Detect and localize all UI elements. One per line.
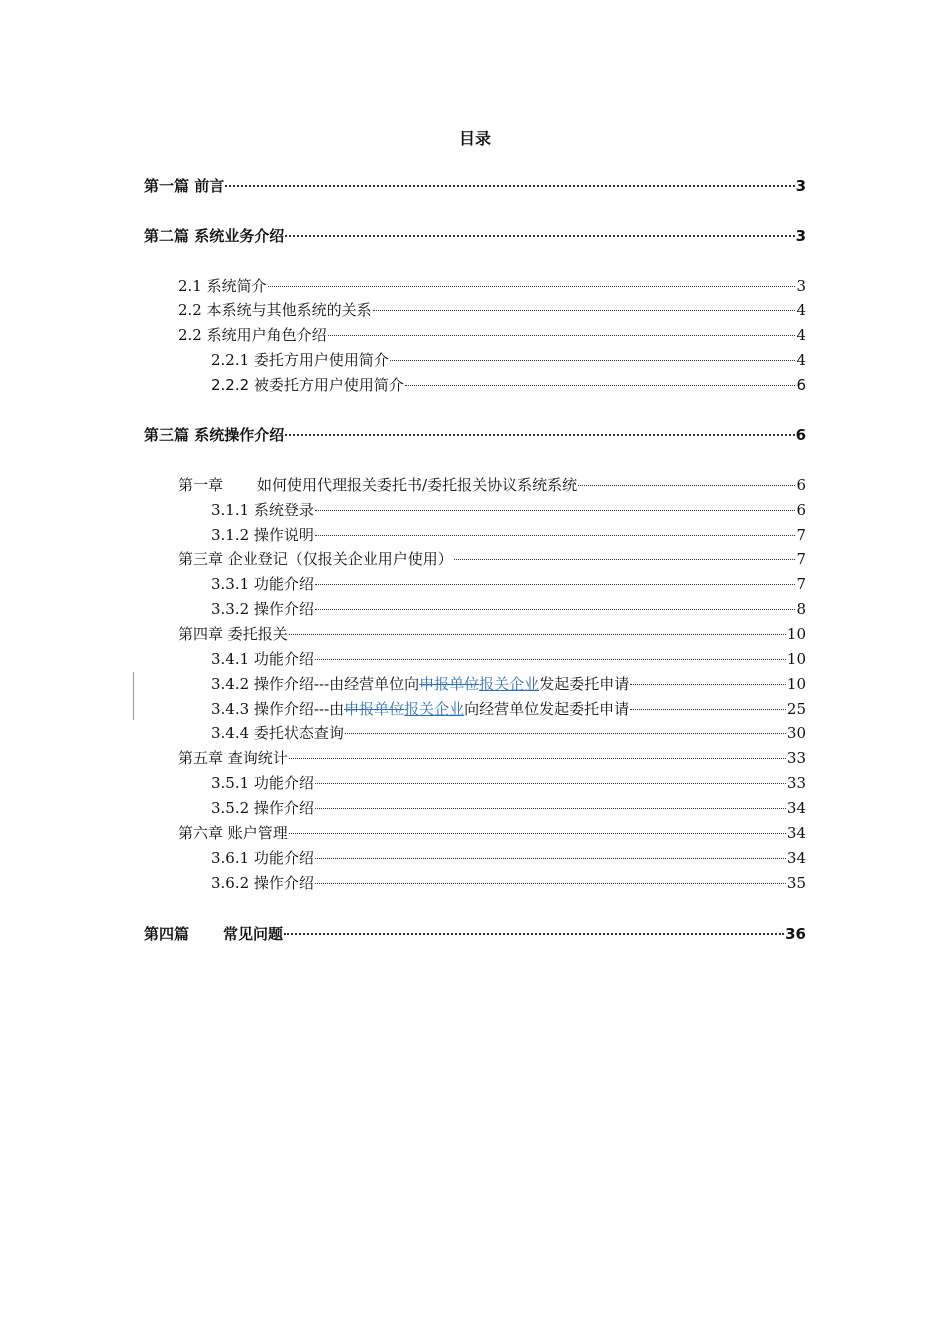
toc-entry-text: 第六章 账户管理	[178, 824, 288, 842]
toc-entry-3-3-1[interactable]	[211, 574, 806, 594]
toc-page-number: 7	[796, 526, 806, 544]
toc-entry-text	[211, 699, 629, 719]
toc-page-number: 6	[795, 426, 806, 444]
toc-entry-part-1[interactable]	[144, 176, 806, 196]
dot-leader	[315, 535, 796, 536]
toc-page-number: 3	[795, 177, 806, 195]
toc-page-number: 10	[786, 625, 806, 643]
dot-leader	[315, 609, 796, 610]
toc-entry-text: 3.6.1 功能介绍	[211, 849, 314, 867]
dot-leader	[268, 286, 796, 287]
toc-entry-2-1[interactable]	[178, 276, 806, 296]
toc-page-number: 6	[796, 376, 806, 394]
toc-entry-text: 第三篇 系统操作介绍	[144, 426, 285, 444]
toc-entry-text: 3.3.2 操作介绍	[211, 600, 314, 618]
toc-page-number: 35	[786, 874, 806, 892]
toc-entry-text: 3.5.1 功能介绍	[211, 774, 314, 792]
toc-entry-text	[178, 475, 577, 495]
toc-page-number: 4	[796, 326, 806, 344]
dot-leader	[373, 310, 796, 311]
toc-entry-3-5-2[interactable]	[211, 798, 806, 818]
toc-page-number: 34	[786, 849, 806, 867]
toc-entry-part-2[interactable]	[144, 226, 806, 246]
toc-page-number: 36	[785, 925, 806, 943]
dot-leader	[315, 808, 786, 809]
dot-leader	[315, 883, 786, 884]
toc-entry-text: 3.6.2 操作介绍	[211, 874, 314, 892]
dot-leader	[284, 933, 784, 935]
dot-leader	[285, 235, 794, 237]
toc-page-number: 8	[796, 600, 806, 618]
toc-entry-chapter-6[interactable]	[178, 823, 806, 843]
toc-entry-text: 3.4.4 委托状态查询	[211, 724, 344, 742]
toc-page-number: 7	[796, 575, 806, 593]
toc-entry-text	[211, 674, 629, 694]
entry-text-start: 3.4.3 操作介绍---由	[211, 700, 345, 718]
dot-leader	[454, 559, 796, 560]
dot-leader	[405, 385, 796, 386]
toc-entry-text: 2.2.2 被委托方用户使用简介	[211, 376, 404, 394]
toc-entry-text: 3.3.1 功能介绍	[211, 575, 314, 593]
toc-entry-chapter-4[interactable]	[178, 624, 806, 644]
dot-leader	[285, 434, 794, 436]
dot-leader	[578, 485, 795, 486]
toc-entry-text: 第四章 委托报关	[178, 625, 288, 643]
toc-entry-chapter-3[interactable]	[178, 549, 806, 569]
toc-entry-text: 2.2.1 委托方用户使用简介	[211, 351, 389, 369]
toc-entry-text: 第一篇 前言	[144, 177, 225, 195]
toc-entry-3-6-1[interactable]	[211, 848, 806, 868]
toc-entry-3-4-4[interactable]	[211, 723, 806, 743]
part-label: 第四篇	[144, 925, 190, 943]
dot-leader	[630, 709, 786, 710]
dot-leader	[289, 758, 786, 759]
toc-entry-text: 3.4.1 功能介绍	[211, 650, 314, 668]
toc-page-number: 7	[796, 550, 806, 568]
toc-page-number: 34	[786, 824, 806, 842]
toc-page-number: 34	[786, 799, 806, 817]
toc-entry-3-3-2[interactable]	[211, 599, 806, 619]
toc-entry-part-3[interactable]	[144, 425, 806, 445]
toc-page-number: 4	[796, 351, 806, 369]
toc-page-number: 3	[796, 277, 806, 295]
chapter-title: 如何使用代理报关委托书/委托报关协议系统系统	[257, 476, 578, 494]
tracked-insertion: 报关企业	[404, 700, 465, 718]
dot-leader	[315, 584, 796, 585]
toc-page-number: 10	[786, 675, 806, 693]
dot-leader	[328, 335, 796, 336]
toc-entry-text: 第三章 企业登记（仅报关企业用户使用）	[178, 550, 453, 568]
toc-entry-3-5-1[interactable]	[211, 773, 806, 793]
toc-entry-text: 第二篇 系统业务介绍	[144, 227, 285, 245]
tracked-deletion: 申报单位	[419, 675, 480, 693]
revision-change-bar	[133, 672, 134, 720]
entry-text-end: 发起委托申请	[539, 675, 630, 693]
dot-leader	[390, 360, 796, 361]
dot-leader	[315, 510, 796, 511]
dot-leader	[315, 783, 786, 784]
toc-page-number: 30	[786, 724, 806, 742]
toc-page-number: 25	[786, 700, 806, 718]
toc-page-number: 6	[796, 501, 806, 519]
toc-entry-text: 2.2 系统用户角色介绍	[178, 326, 327, 344]
toc-page-number: 4	[796, 301, 806, 319]
entry-text-end: 向经营单位发起委托申请	[464, 700, 630, 718]
toc-entry-3-4-2[interactable]	[211, 674, 806, 694]
toc-entry-2-2-relations[interactable]	[178, 300, 806, 320]
dot-leader	[289, 833, 786, 834]
toc-entry-3-6-2[interactable]	[211, 873, 806, 893]
toc-entry-3-1-2[interactable]	[211, 525, 806, 545]
toc-entry-text: 2.2 本系统与其他系统的关系	[178, 301, 372, 319]
dot-leader	[630, 684, 786, 685]
chapter-label: 第一章	[178, 476, 224, 494]
tracked-deletion: 申报单位	[344, 700, 405, 718]
toc-entry-chapter-1[interactable]	[178, 475, 806, 495]
toc-entry-text: 3.5.2 操作介绍	[211, 799, 314, 817]
toc-page-number: 6	[796, 476, 806, 494]
dot-leader	[345, 733, 786, 734]
dot-leader	[225, 185, 794, 187]
toc-entry-3-1-1[interactable]	[211, 500, 806, 520]
toc-page-number: 33	[786, 749, 806, 767]
toc-entry-3-4-3[interactable]	[211, 699, 806, 719]
toc-page-number: 10	[786, 650, 806, 668]
entry-text-start: 3.4.2 操作介绍---由经营单位向	[211, 675, 420, 693]
toc-entry-text: 第五章 查询统计	[178, 749, 288, 767]
toc-entry-text	[144, 924, 283, 944]
toc-entry-text: 2.1 系统简介	[178, 277, 267, 295]
dot-leader	[315, 659, 786, 660]
toc-entry-chapter-5[interactable]	[178, 748, 806, 768]
toc-entry-2-2-2[interactable]	[211, 375, 806, 395]
dot-leader	[289, 634, 786, 635]
toc-title: 目录	[458, 129, 491, 148]
toc-entry-text: 3.1.1 系统登录	[211, 501, 314, 519]
toc-entry-text: 3.1.2 操作说明	[211, 526, 314, 544]
toc-entry-2-2-1[interactable]	[211, 350, 806, 370]
dot-leader	[315, 858, 786, 859]
toc-entry-part-4[interactable]	[144, 924, 806, 944]
part-title: 常见问题	[223, 925, 284, 943]
toc-page-number: 33	[786, 774, 806, 792]
toc-page-number: 3	[795, 227, 806, 245]
tracked-insertion: 报关企业	[479, 675, 540, 693]
toc-entry-2-2-roles[interactable]	[178, 325, 806, 345]
toc-entry-3-4-1[interactable]	[211, 649, 806, 669]
